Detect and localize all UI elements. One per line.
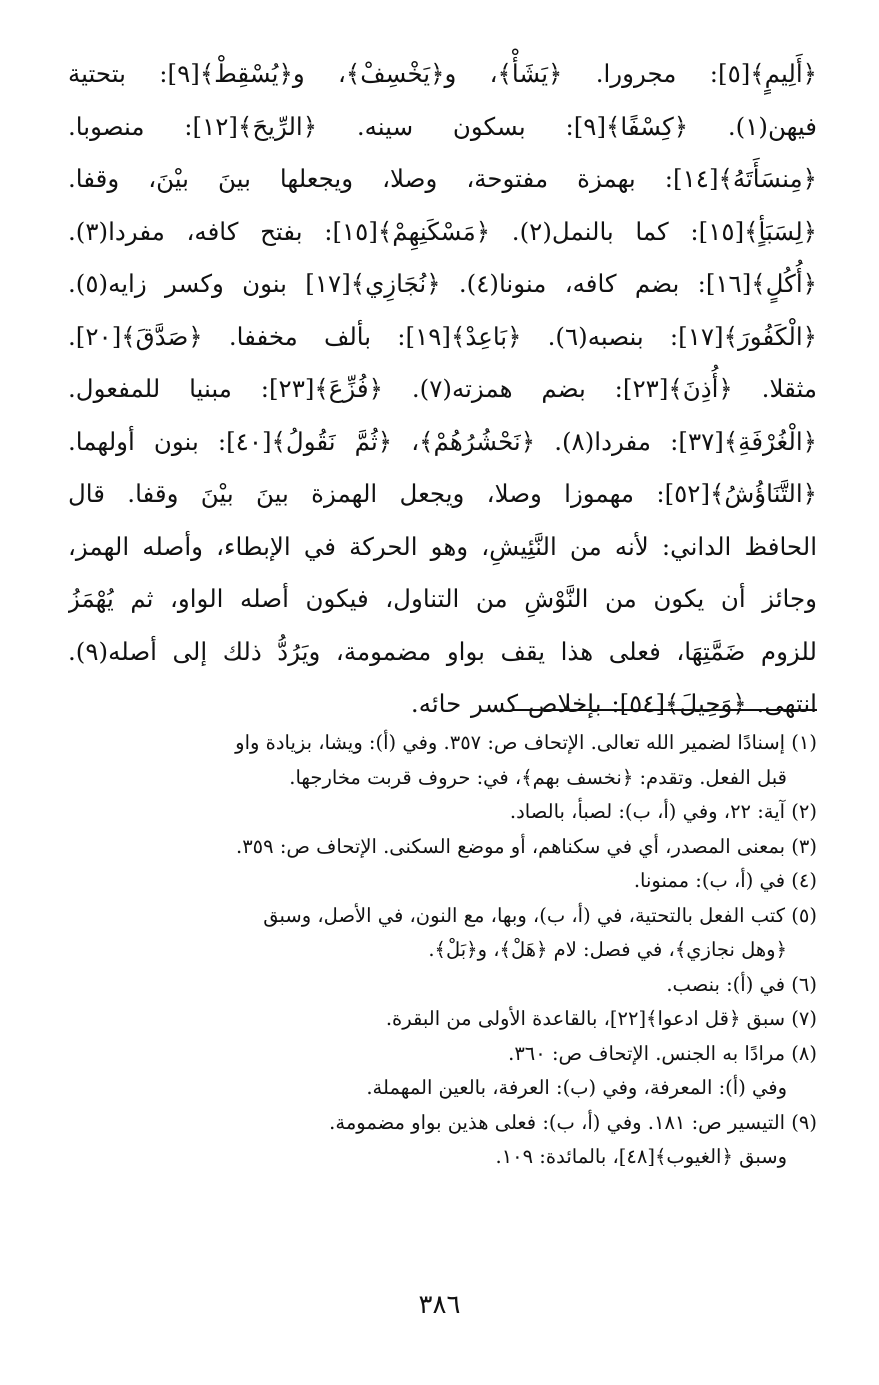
footnote-line: قبل الفعل. وتقدم: ﴿نخسف بهم﴾، في: حروف قربت مخارجها.: [289, 765, 787, 789]
footnote-line: (٩) التيسير ص: ١٨١. وفي (أ، ب): فعلى هذين بواو مضمومة.: [329, 1110, 817, 1134]
footnote-line: ﴿وهل نجازي﴾، في فصل: لام ﴿هَلْ﴾، و﴿بَلْ﴾.: [428, 938, 787, 961]
footnotes: [60, 726, 817, 1175]
footnote-line: (٣) بمعنى المصدر، أي في سكناهم، أو موضع السكنى. الإتحاف ص: ٣٥٩.: [236, 834, 817, 858]
footnote-line: (٨) مرادًا به الجنس. الإتحاف ص: ٣٦٠.: [508, 1041, 817, 1065]
body-line: ﴿الْكَفُورَ﴾[١٧]: بنصبه(٦). ﴿بَاعِدْ﴾[١٩]: بألف مخففا. ﴿صَدَّقَ﴾[٢٠].: [68, 321, 817, 351]
footnote-line: وفي (أ): المعرفة، وفي (ب): العرفة، بالعين المهملة.: [366, 1076, 787, 1099]
body-line: انتهى. ﴿وَحِيلَ﴾[٥٤]: بإخلاص كسر حائه.: [410, 689, 817, 718]
footnote-line: (١) إسنادًا لضمير الله تعالى. الإتحاف ص: ٣٥٧. وفي (أ): ويشا، بزيادة واو: [235, 731, 817, 754]
footnote-separator: [512, 709, 817, 711]
main-text: [68, 48, 817, 731]
footnote-line: (٥) كتب الفعل بالتحتية، في (أ، ب)، وبها، مع النون، في الأصل، وسبق: [263, 903, 817, 927]
footnote-line: وسبق ﴿الغيوب﴾[٤٨]، بالمائدة: ١٠٩.: [495, 1145, 787, 1168]
footnote-line: (٧) سبق ﴿قل ادعوا﴾[٢٢]، بالقاعدة الأولى من البقرة.: [385, 1007, 817, 1030]
footnote-line: (٤) في (أ، ب): ممنونا.: [633, 869, 817, 892]
body-line: ﴿التَّنَاؤُشُ﴾[٥٢]: مهموزا وصلا، ويجعل الهمزة بينَ بيْنَ وقفا. قال: [68, 479, 817, 508]
footnote-line: (٦) في (أ): بنصب.: [666, 972, 817, 996]
footnote-line: (٢) آية: ٢٢، وفي (أ، ب): لصبأ، بالصاد.: [509, 800, 817, 823]
body-line: ﴿مِنسَأَتَهُ﴾[١٤]: بهمزة مفتوحة، وصلا، ويجعلها بينَ بيْنَ، وقفا.: [68, 164, 817, 193]
body-line: ﴿أَلِيمٍ﴾[٥]: مجرورا. ﴿يَشَأْ﴾، و﴿يَخْسِفْ﴾، و﴿يُسْقِطْ﴾[٩]: بتحتية: [68, 59, 817, 88]
body-line: ﴿الْغُرْفَةِ﴾[٣٧]: مفردا(٨). ﴿نَحْشُرُهُمْ﴾، ﴿ثُمَّ نَقُولُ﴾[٤٠]: بنون أولهما.: [68, 426, 817, 456]
page-number: ٣٨٦: [418, 1290, 461, 1320]
body-line: فيهن(١). ﴿كِسْفًا﴾[٩]: بسكون سينه. ﴿الرِّيحَ﴾[١٢]: منصوبا.: [68, 111, 817, 141]
body-line: الحافظ الداني: لأنه من النَّئِيشِ، وهو الحركة في الإبطاء، وأصله الهمز،: [68, 531, 817, 561]
body-line: للزوم ضَمَّتِهَا، فعلى هذا يقف بواو مضمومة، ويَرُدُّ ذلك إلى أصله(٩).: [68, 636, 817, 666]
body-line: مثقلا. ﴿أُذِنَ﴾[٢٣]: بضم همزته(٧). ﴿فُزِّعَ﴾[٢٣]: مبنيا للمفعول.: [68, 374, 817, 403]
body-line: ﴿لِسَبَأٍ﴾[١٥]: كما بالنمل(٢). ﴿مَسْكَنِهِمْ﴾[١٥]: بفتح كافه، مفردا(٣).: [68, 216, 817, 246]
body-line: ﴿أُكُلٍ﴾[١٦]: بضم كافه، منونا(٤). ﴿نُجَازِي﴾[١٧] بنون وكسر زايه(٥).: [68, 269, 817, 298]
body-line: وجائز أن يكون من النَّوْشِ من التناول، فيكون أصله الواو، ثم يُهْمَزُ: [68, 584, 817, 613]
